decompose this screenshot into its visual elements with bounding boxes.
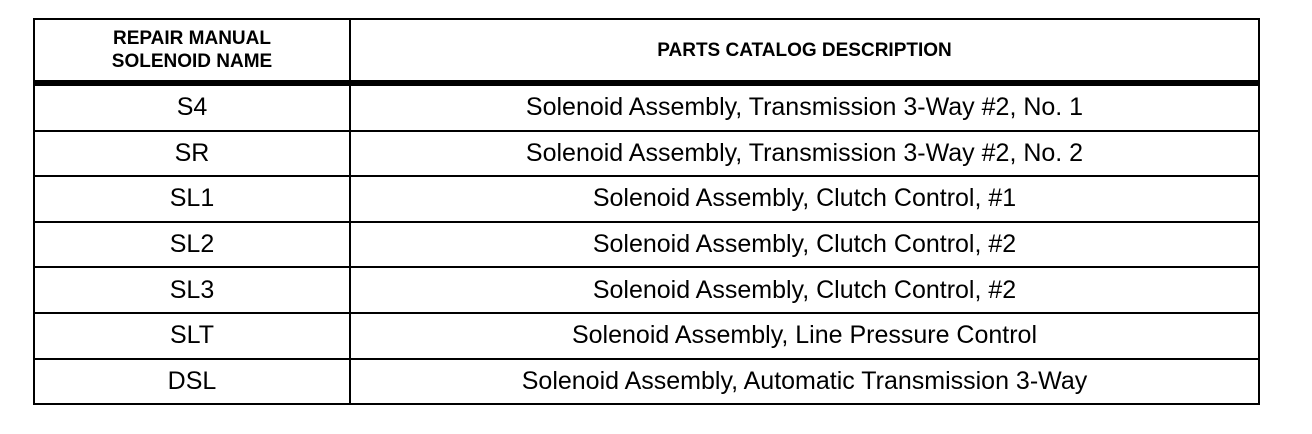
table-row <box>34 359 1259 405</box>
solenoid-name-cell: S4 <box>34 83 350 131</box>
solenoid-name-cell: SLT <box>34 313 350 359</box>
description-cell: Solenoid Assembly, Clutch Control, #2 <box>350 222 1259 268</box>
description-cell: Solenoid Assembly, Clutch Control, #1 <box>350 176 1259 222</box>
header-parts-description: PARTS CATALOG DESCRIPTION <box>350 19 1259 83</box>
header-solenoid-name-line2: SOLENOID NAME <box>111 51 273 72</box>
table-row <box>34 267 1259 313</box>
solenoid-name-cell: SR <box>34 131 350 177</box>
table-row <box>34 222 1259 268</box>
solenoid-table <box>33 18 1260 405</box>
header-solenoid-name-line1: REPAIR MANUAL <box>113 28 271 49</box>
description-cell: Solenoid Assembly, Transmission 3-Way #2, No. 1 <box>350 83 1259 131</box>
solenoid-name-cell: SL2 <box>34 222 350 268</box>
table-row <box>34 313 1259 359</box>
description-cell: Solenoid Assembly, Transmission 3-Way #2, No. 2 <box>350 131 1259 177</box>
header-row <box>34 19 1259 83</box>
table-row <box>34 176 1259 222</box>
table-row <box>34 83 1259 131</box>
description-cell: Solenoid Assembly, Line Pressure Control <box>350 313 1259 359</box>
table-body <box>34 83 1259 404</box>
description-cell: Solenoid Assembly, Clutch Control, #2 <box>350 267 1259 313</box>
solenoid-name-cell: SL1 <box>34 176 350 222</box>
description-cell: Solenoid Assembly, Automatic Transmission 3-Way <box>350 359 1259 405</box>
header-solenoid-name <box>34 19 350 83</box>
table-row <box>34 131 1259 177</box>
solenoid-name-cell: DSL <box>34 359 350 405</box>
solenoid-name-cell: SL3 <box>34 267 350 313</box>
table-header <box>34 19 1259 83</box>
